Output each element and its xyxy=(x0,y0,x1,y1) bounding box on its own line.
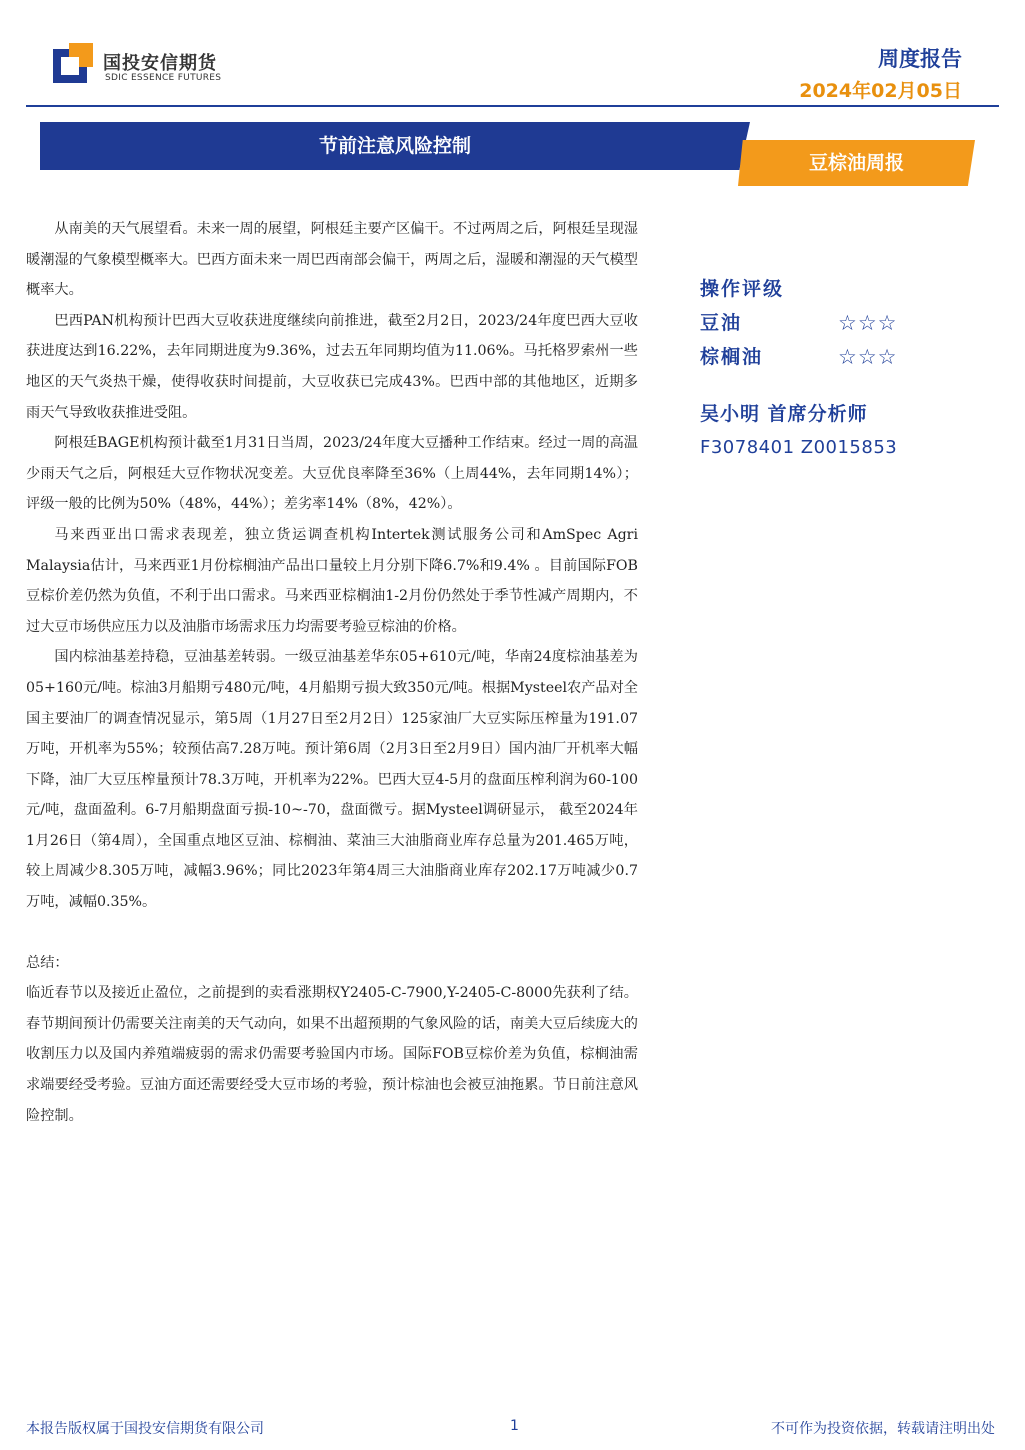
header-divider xyxy=(26,105,999,107)
body-paragraph: 马来西亚出口需求表现差，独立货运调查机构Intertek测试服务公司和AmSpec Agri Malaysia估计，马来西亚1月份棕榈油产品出口量较上月分别下降6.7%和9.4% 。目前国际FOB豆棕价差仍然为负值，不利于出口需求。马来西亚棕榈油1-2月份仍然处于季节性减产周期内，不过大豆市场供应压力以及油脂市场需求压力均需要考验豆棕油的价格。 xyxy=(26,526,638,635)
body-paragraph: 国内棕油基差持稳，豆油基差转弱。一级豆油基差华东05+610元/吨，华南24度棕油基差为05+160元/吨。棕油3月船期亏480元/吨，4月船期亏损大致350元/吨。根据Mysteel农产品对全国主要油厂的调查情况显示，第5周（1月27日至2月2日）125家油厂大豆实际压榨量为191.07万吨，开机率为55%；较预估高7.28万吨。预计第6周（2月3日至2月9日）国内油厂开机率大幅下降，油厂大豆压榨量预计78.3万吨，开机率为22%。巴西大豆4-5月的盘面压榨利润为60-100元/吨，盘面盈利。6-7月船期盘面亏损-10~-70，盘面微亏。据Mysteel调研显示， 截至2024年1月26日（第4周），全国重点地区豆油、棕榈油、菜油三大油脂商业库存总量为201.465万吨，较上周减少8.305万吨，减幅3.96%；同比2023年第4周三大油脂商业库存202.17万吨减少0.7万吨，减幅0.35%。 xyxy=(26,649,638,911)
report-type: 周度报告 xyxy=(878,47,962,71)
rating-sidebar xyxy=(700,275,960,463)
footer-disclaimer: 不可作为投资依据，转载请注明出处 xyxy=(771,1421,995,1437)
summary-section xyxy=(26,948,638,1132)
body-paragraph: 从南美的天气展望看。未来一周的展望，阿根廷主要产区偏干。不过两周之后，阿根廷呈现湿暖潮湿的气象模型概率大。巴西方面未来一周巴西南部会偏干，两周之后，湿暖和潮湿的天气模型概率大。 xyxy=(26,221,638,299)
summary-text: 临近春节以及接近止盈位，之前提到的卖看涨期权Y2405-C-7900,Y-2405-C-8000先获利了结。春节期间预计仍需要关注南美的天气动向，如果不出超预期的气象风险的话，南美大豆后续庞大的收割压力以及国内养殖端疲弱的需求仍需要考验国内市场。国际FOB豆棕价差为负值，棕榈油需求端要经受考验。豆油方面还需要经受大豆市场的考验，预计棕油也会被豆油拖累。节日前注意风险控制。 xyxy=(26,985,638,1124)
rating-name: 棕榈油 xyxy=(700,346,764,368)
body-paragraph: 巴西PAN机构预计巴西大豆收获进度继续向前推进，截至2月2日，2023/24年度巴西大豆收获进度达到16.22%，去年同期进度为9.36%，过去五年同期均值为11.06%。马托格罗索州一些地区的天气炎热干燥，使得收获时间提前，大豆收获已完成43%。巴西中部的其他地区，近期多雨天气导致收获推进受阻。 xyxy=(26,312,638,421)
body-paragraph: 阿根廷BAGE机构预计截至1月31日当周，2023/24年度大豆播种工作结束。经过一周的高温少雨天气之后，阿根廷大豆作物状况变差。大豆优良率降至36%（上周44%，去年同期14%）；评级一般的比例为50%（48%，44%）；差劣率14%（8%，42%）。 xyxy=(26,435,638,513)
company-logo xyxy=(53,43,233,89)
logo-mark-icon xyxy=(53,43,93,83)
star-rating-icon: ☆☆☆ xyxy=(838,311,898,335)
analyst-license-ids: F3078401 Z0015853 xyxy=(700,437,898,458)
rating-row-palm-oil xyxy=(700,343,960,377)
star-rating-icon: ☆☆☆ xyxy=(838,345,898,369)
report-title: 节前注意风险控制 xyxy=(318,135,471,157)
logo-english-name: SDIC ESSENCE FUTURES xyxy=(105,73,222,83)
summary-label: 总结： xyxy=(26,954,69,971)
rating-title: 操作评级 xyxy=(700,278,785,300)
report-date: 2024年02月05日 xyxy=(799,80,962,102)
analyst-name: 吴小明 首席分析师 xyxy=(700,403,868,425)
page-number: 1 xyxy=(510,1418,519,1434)
rating-row-soybean-oil xyxy=(700,309,960,343)
logo-chinese-name: 国投安信期货 xyxy=(103,53,217,74)
report-subtitle: 豆棕油周报 xyxy=(808,152,904,174)
report-body xyxy=(26,214,638,1131)
rating-name: 豆油 xyxy=(700,312,743,334)
footer-copyright: 本报告版权属于国投安信期货有限公司 xyxy=(26,1421,264,1437)
